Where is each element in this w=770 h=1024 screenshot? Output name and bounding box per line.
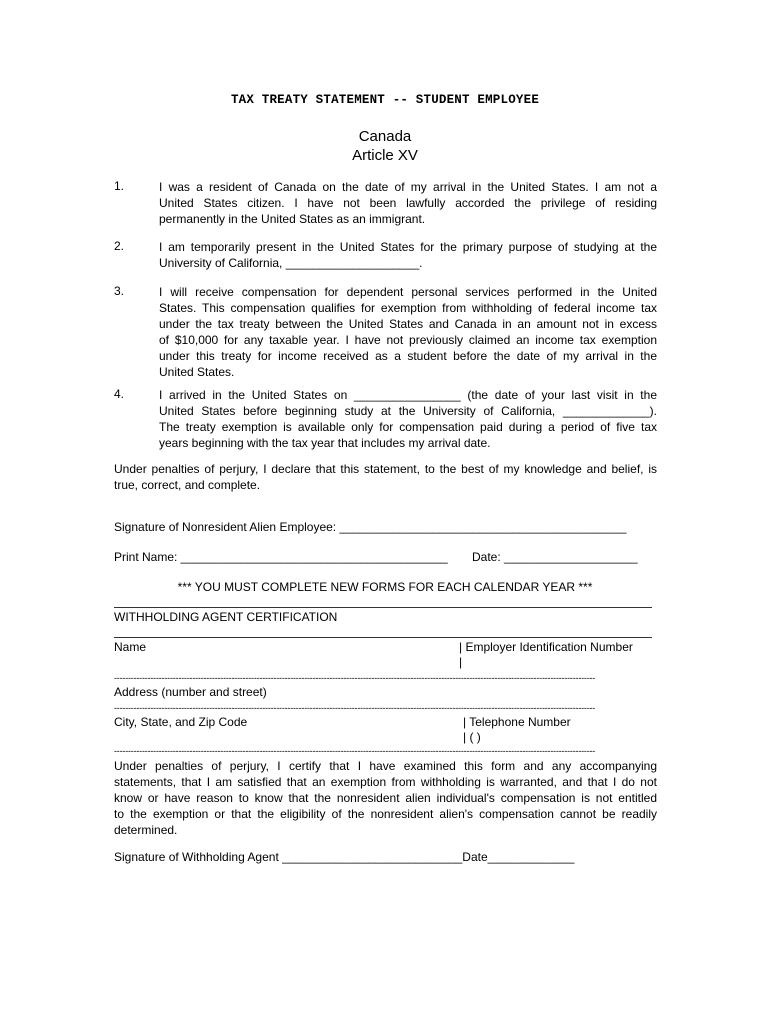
treaty-country: Canada	[358, 128, 412, 145]
item-line: of $10,000 for any taxable year. I have not previously claimed an income tax exemption	[159, 333, 657, 347]
certification-line: Under penalties of perjury, I certify that I have examined this form and any accompanying	[114, 759, 657, 773]
dashed-divider: ----------------------------------------------------------------------------------------------------------------------------------------------------------------------------	[114, 703, 596, 713]
certification-line: to the exemption or that the eligibility of the nonresident alien's compensation cannot be readily	[114, 807, 657, 821]
certification-line: determined.	[114, 823, 178, 837]
item-2-text	[159, 239, 657, 271]
item-1-number: 1.	[114, 179, 125, 193]
agent-city-state-zip-field[interactable]: City, State, and Zip Code	[114, 715, 248, 729]
item-3-number: 3.	[114, 284, 125, 298]
withholding-agent-heading: WITHHOLDING AGENT CERTIFICATION	[114, 610, 338, 624]
document-title: TAX TREATY STATEMENT -- STUDENT EMPLOYEE	[230, 93, 540, 107]
agent-address-field[interactable]: Address (number and street)	[114, 685, 267, 699]
item-line: University of California, ____________________.	[159, 256, 423, 270]
item-3-text	[159, 284, 657, 380]
item-line: I will receive compensation for dependent personal services performed in the United	[159, 285, 657, 299]
item-line: I arrived in the United States on ________________ (the date of your last visit in the	[159, 388, 657, 402]
employee-date-field[interactable]: Date: ____________________	[472, 550, 638, 564]
item-line: States. This compensation qualifies for exemption from withholding of federal income tax	[159, 301, 657, 315]
item-line: under the tax treaty between the United States and Canada in an amount not in excess	[159, 317, 657, 331]
print-name-field[interactable]: Print Name: ________________________________________	[114, 550, 448, 564]
calendar-year-notice: *** YOU MUST COMPLETE NEW FORMS FOR EACH CALENDAR YEAR ***	[177, 580, 593, 594]
agent-name-field[interactable]: Name	[114, 640, 147, 654]
dashed-divider: ----------------------------------------------------------------------------------------------------------------------------------------------------------------------------	[114, 746, 596, 756]
perjury-declaration	[114, 461, 657, 493]
item-line: I was a resident of Canada on the date of my arrival in the United States. I am not a	[159, 180, 657, 194]
section-divider	[114, 607, 652, 608]
certification-line: statements, that I am satisfied that an exemption from withholding is warranted, and that I do not	[114, 775, 657, 789]
agent-certification-text	[114, 758, 657, 838]
item-line: permanently in the United States as an immigrant.	[159, 212, 426, 226]
ein-field[interactable]: | Employer Identification Number	[459, 640, 633, 654]
telephone-area-code[interactable]: | ( )	[463, 730, 481, 744]
certification-line: know or have reason to know that the nonresident alien individual's compensation is not entitled	[114, 791, 657, 805]
declaration-line: Under penalties of perjury, I declare that this statement, to the best of my knowledge and belief, is	[114, 462, 657, 476]
item-line: United States before beginning study at the University of California, _____________).	[159, 404, 657, 418]
item-line: I am temporarily present in the United States for the primary purpose of studying at the	[159, 240, 657, 254]
item-4-number: 4.	[114, 387, 125, 401]
item-2-number: 2.	[114, 239, 125, 253]
employee-signature-field[interactable]: Signature of Nonresident Alien Employee: ___________________________________________	[114, 520, 627, 534]
item-1-text	[159, 179, 657, 227]
declaration-line: true, correct, and complete.	[114, 478, 261, 492]
item-line: years beginning with the tax year that includes my arrival date.	[159, 436, 491, 450]
item-line: United States citizen. I have not been lawfully accorded the privilege of residing	[159, 196, 657, 210]
item-line: The treaty exemption is available only for compensation paid during a period of five tax	[159, 420, 657, 434]
ein-field-continuation: |	[459, 655, 463, 669]
item-line: United States.	[159, 365, 235, 379]
item-4-text	[159, 387, 657, 451]
withholding-agent-signature-field[interactable]: Signature of Withholding Agent ___________________________Date_____________	[114, 850, 575, 864]
dashed-divider: ----------------------------------------------------------------------------------------------------------------------------------------------------------------------------	[114, 673, 596, 683]
item-line: under this treaty for income received as a student before the date of my arrival in the	[159, 349, 657, 363]
section-divider	[114, 637, 652, 638]
telephone-field[interactable]: | Telephone Number	[463, 715, 571, 729]
treaty-article: Article XV	[352, 147, 418, 164]
